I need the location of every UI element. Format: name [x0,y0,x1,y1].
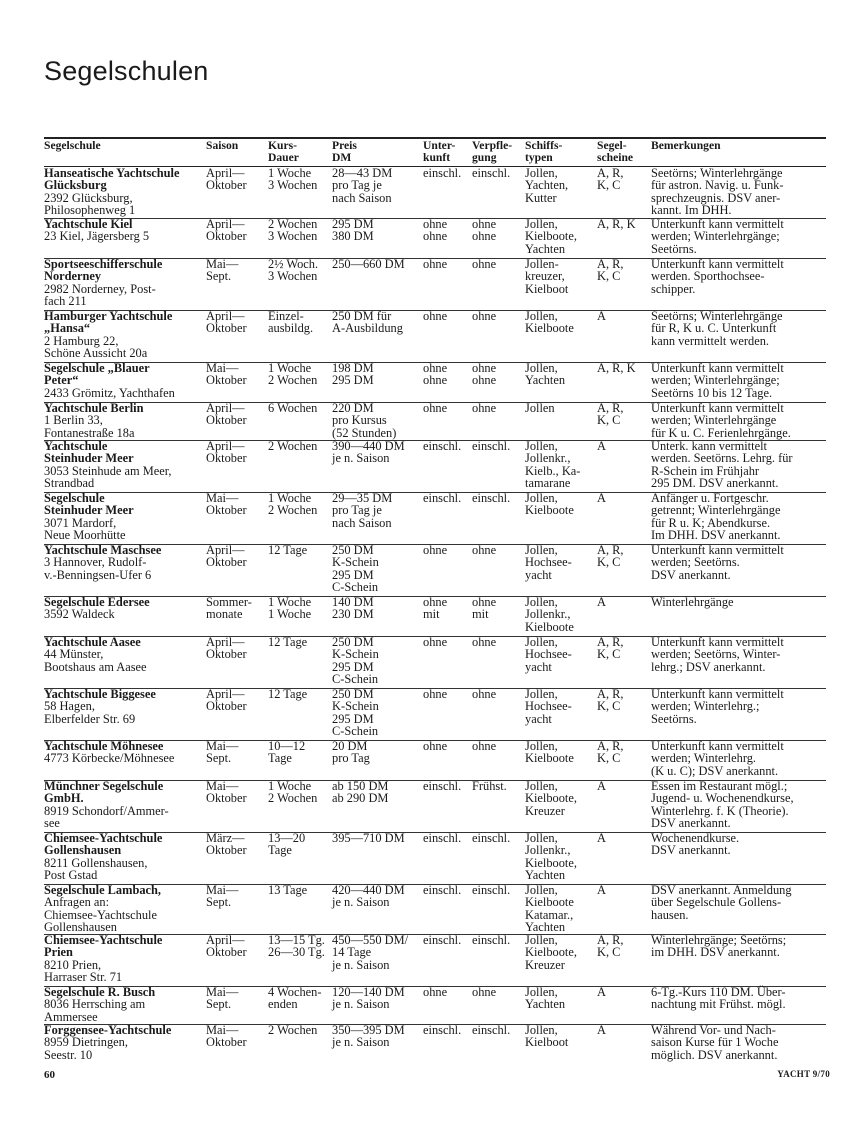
cell-price: 350—395 DM je n. Saison [332,1023,405,1050]
cell-licenses: A, R, K, C [597,933,624,960]
cell-accommodation: ohne [423,687,448,701]
cell-duration: 2 Wochen [268,1023,318,1037]
cell-remarks: Essen im Restaurant mögl.; Jugend- u. Wochenendkurse, Winterlehrg. f. K (Theorie). DSV anerkannt. [651,779,794,830]
cell-food: ohne [472,309,497,323]
cell-accommodation: ohne [423,635,448,649]
cell-remarks: Unterkunft kann vermittelt werden; Winterlehrg.; Seetörns. [651,687,784,726]
cell-accommodation: ohne ohne [423,217,448,244]
cell-price: 198 DM 295 DM [332,361,374,388]
cell-ship-types: Jollen, Kielboote [525,309,574,336]
school-address: 3592 Waldeck [44,607,115,622]
cell-remarks: Wochenendkurse. DSV anerkannt. [651,831,740,858]
school-name: Forggensee-Yachtschule [44,1023,172,1037]
cell-price: 295 DM 380 DM [332,217,374,244]
page-number: 60 [44,1069,55,1081]
cell-season: April— Oktober [206,401,247,428]
cell-licenses: A, R, K [597,361,636,375]
cell-price: ab 150 DM ab 290 DM [332,779,389,806]
cell-ship-types: Jollen, Yachten [525,361,566,388]
cell-remarks: Unterkunft kann vermittelt werden; Winterlehrg. (K u. C); DSV anerkannt. [651,739,784,778]
school-address: 8919 Schondorf/Ammer- see [44,803,169,830]
header-duration: Kurs- Dauer [268,139,299,164]
cell-price: 390—440 DM je n. Saison [332,439,405,466]
cell-food: Frühst. [472,779,507,793]
school-address: 2 Hamburg 22, Schöne Aussicht 20a [44,333,148,360]
school-address: 8036 Herrsching am Ammersee [44,997,146,1024]
cell-school [44,596,204,621]
cell-season: April— Oktober [206,543,247,570]
cell-food: einschl. [472,831,511,845]
cell-accommodation: einschl. [423,491,462,505]
cell-licenses: A [597,831,606,845]
school-name: Hanseatische Yachtschule Glücksburg [44,166,180,193]
school-name: Münchner Segelschule GmbH. [44,779,164,806]
cell-school [44,884,204,933]
cell-food: ohne [472,401,497,415]
cell-food: ohne [472,985,497,999]
header-licenses: Segel- scheine [597,139,634,164]
cell-price: 29—35 DM pro Tag je nach Saison [332,491,393,530]
cell-duration: 12 Tage [268,687,308,701]
cell-accommodation: einschl. [423,779,462,793]
cell-food: ohne ohne [472,361,497,388]
cell-accommodation: ohne [423,257,448,271]
cell-ship-types: Jollen, Kielboote, Yachten [525,217,577,256]
cell-ship-types: Jollen, Jollenkr., Kielboote, Yachten [525,831,577,882]
cell-remarks: DSV anerkannt. Anmeldung über Segelschule Gollens- hausen. [651,883,792,922]
cell-remarks: Unterkunft kann vermittelt werden; Winterlehrgänge für K u. C. Ferienlehrgänge. [651,401,791,440]
school-address: 8211 Gollenshausen, Post Gstad [44,855,148,882]
cell-season: April— Oktober [206,166,247,193]
cell-duration: 4 Wochen- enden [268,985,322,1012]
cell-season: Mai— Sept. [206,739,239,766]
school-name: Yachtschule Kiel [44,217,133,231]
page-title: Segelschulen [44,56,209,86]
cell-licenses: A [597,779,606,793]
cell-season: März— Oktober [206,831,247,858]
cell-school [44,934,204,983]
cell-school [44,440,204,489]
cell-food: ohne [472,635,497,649]
school-name: Yachtschule Möhnesee [44,739,164,753]
school-name: Segelschule „Blauer Peter“ [44,361,150,388]
cell-price: 250 DM für A-Ausbildung [332,309,403,336]
cell-accommodation: ohne [423,985,448,999]
cell-duration: 2 Wochen [268,439,318,453]
cell-season: Sommer- monate [206,595,252,622]
cell-duration: 13 Tage [268,883,308,897]
cell-ship-types: Jollen, Kielboote Katamar., Yachten [525,883,574,934]
cell-food: ohne [472,257,497,271]
header-school: Segelschule [44,139,101,152]
cell-ship-types: Jollen, Jollenkr., Kielboote [525,595,574,634]
header-remarks: Bemerkungen [651,139,721,152]
cell-school [44,218,204,243]
cell-accommodation: einschl. [423,883,462,897]
cell-food: einschl. [472,883,511,897]
cell-accommodation: ohne [423,739,448,753]
school-name: Segelschule Edersee [44,595,150,609]
cell-duration: 2 Wochen 3 Wochen [268,217,318,244]
cell-school [44,362,204,399]
cell-accommodation: einschl. [423,1023,462,1037]
cell-ship-types: Jollen, Kielboot [525,1023,569,1050]
cell-licenses: A [597,439,606,453]
cell-food: ohne [472,543,497,557]
cell-duration: 1 Woche 3 Wochen [268,166,318,193]
cell-season: Mai— Sept. [206,257,239,284]
school-name: Sportseeschifferschule Norderney [44,257,163,284]
cell-ship-types: Jollen, Hochsee- yacht [525,543,572,582]
cell-price: 395—710 DM [332,831,405,845]
header-ship-types: Schiffs- typen [525,139,563,164]
cell-season: April— Oktober [206,309,247,336]
cell-accommodation: einschl. [423,933,462,947]
cell-licenses: A [597,595,606,609]
header-price: Preis DM [332,139,357,164]
cell-remarks: Winterlehrgänge; Seetörns; im DHH. DSV anerkannt. [651,933,787,960]
cell-duration: 1 Woche 2 Wochen [268,779,318,806]
cell-duration: 10—12 Tage [268,739,306,766]
cell-food: einschl. [472,166,511,180]
cell-accommodation: einschl. [423,439,462,453]
school-address: 3071 Mardorf, Neue Moorhütte [44,515,126,542]
cell-school [44,544,204,581]
cell-price: 250 DM K-Schein 295 DM C-Schein [332,543,379,594]
school-address: 3 Hannover, Rudolf- v.-Benningsen-Ufer 6 [44,555,152,582]
cell-school [44,167,204,216]
cell-food: einschl. [472,933,511,947]
cell-ship-types: Jollen, Jollenkr., Kielb., Ka- tamarane [525,439,581,490]
cell-remarks: Unterk. kann vermittelt werden. Seetörns. Lehrg. für R-Schein im Frühjahr 295 DM. DSV anerkannt. [651,439,793,490]
cell-duration: 1 Woche 1 Woche [268,595,312,622]
school-name: Chiemsee-Yachtschule Gollenshausen [44,831,163,858]
cell-ship-types: Jollen, Yachten [525,985,566,1012]
cell-remarks: Seetörns; Winterlehrgänge für astron. Navig. u. Funk- sprechzeugnis. DSV aner- kannt. Im DHH. [651,166,784,217]
cell-duration: 12 Tage [268,635,308,649]
cell-price: 250 DM K-Schein 295 DM C-Schein [332,687,379,738]
cell-school [44,636,204,673]
cell-ship-types: Jollen, Hochsee- yacht [525,687,572,726]
cell-duration: 6 Wochen [268,401,318,415]
cell-remarks: Anfänger u. Fortgeschr. getrennt; Winterlehrgänge für R u. K; Abendkurse. Im DHH. DSV anerkannt. [651,491,781,542]
cell-season: Mai— Sept. [206,985,239,1012]
cell-remarks: Unterkunft kann vermittelt werden. Sporthochsee- schipper. [651,257,784,296]
school-address: 3053 Steinhude am Meer, Strandbad [44,463,172,490]
school-address: 2433 Grömitz, Yachthafen [44,385,175,400]
school-address: 8210 Prien, Harraser Str. 71 [44,957,123,984]
cell-accommodation: ohne ohne [423,361,448,388]
cell-licenses: A [597,1023,606,1037]
cell-school [44,780,204,829]
cell-duration: 12 Tage [268,543,308,557]
school-name: Yachtschule Steinhuder Meer [44,439,134,466]
header-food: Verpfle- gung [472,139,513,164]
cell-remarks: Während Vor- und Nach- saison Kurse für 1 Woche möglich. DSV anerkannt. [651,1023,779,1062]
cell-remarks: Unterkunft kann vermittelt werden; Winterlehrgänge; Seetörns 10 bis 12 Tage. [651,361,784,400]
cell-remarks: Unterkunft kann vermittelt werden; Winterlehrgänge; Seetörns. [651,217,784,256]
cell-price: 28—43 DM pro Tag je nach Saison [332,166,393,205]
school-address: 23 Kiel, Jägersberg 5 [44,229,150,244]
cell-season: April— Oktober [206,687,247,714]
cell-price: 20 DM pro Tag [332,739,370,766]
school-name: Yachtschule Berlin [44,401,144,415]
school-address: 2982 Norderney, Post- fach 211 [44,281,156,308]
cell-licenses: A, R, K, C [597,257,624,284]
cell-season: Mai— Oktober [206,779,247,806]
cell-accommodation: ohne [423,309,448,323]
cell-accommodation: ohne mit [423,595,448,622]
cell-ship-types: Jollen- kreuzer, Kielboot [525,257,569,296]
cell-season: April— Oktober [206,439,247,466]
cell-season: April— Oktober [206,933,247,960]
cell-licenses: A [597,491,606,505]
school-name: Segelschule Steinhuder Meer [44,491,134,518]
cell-ship-types: Jollen, Kielboote, Kreuzer [525,933,577,972]
cell-school [44,740,204,765]
school-name: Yachtschule Aasee [44,635,141,649]
cell-ship-types: Jollen [525,401,555,415]
cell-school [44,688,204,725]
school-address: 4773 Körbecke/Möhnesee [44,751,175,766]
school-name: Yachtschule Maschsee [44,543,162,557]
school-address: 8959 Dietringen, Seestr. 10 [44,1035,128,1062]
cell-licenses: A, R, K, C [597,739,624,766]
cell-food: ohne ohne [472,217,497,244]
cell-remarks: Unterkunft kann vermittelt werden; Seetörns, Winter- lehrg.; DSV anerkannt. [651,635,784,674]
cell-ship-types: Jollen, Kielboote [525,739,574,766]
cell-remarks: Seetörns; Winterlehrgänge für R, K u. C. Unterkunft kann vermittelt werden. [651,309,783,348]
school-address: 2392 Glücksburg, Philosophenweg 1 [44,190,136,217]
school-name: Segelschule Lambach, [44,883,162,897]
cell-accommodation: einschl. [423,831,462,845]
cell-school [44,310,204,359]
school-name: Segelschule R. Busch [44,985,156,999]
cell-season: Mai— Oktober [206,361,247,388]
header-season: Saison [206,139,239,152]
cell-school [44,986,204,1023]
cell-price: 450—550 DM/ 14 Tage je n. Saison [332,933,409,972]
cell-food: einschl. [472,439,511,453]
cell-ship-types: Jollen, Kielboote [525,491,574,518]
cell-duration: 13—20 Tage [268,831,306,858]
cell-licenses: A, R, K, C [597,543,624,570]
cell-licenses: A, R, K, C [597,166,624,193]
cell-food: ohne [472,739,497,753]
cell-season: Mai— Oktober [206,491,247,518]
cell-accommodation: ohne [423,401,448,415]
cell-duration: 2½ Woch. 3 Wochen [268,257,319,284]
school-name: Yachtschule Biggesee [44,687,156,701]
cell-licenses: A, R, K, C [597,687,624,714]
cell-ship-types: Jollen, Hochsee- yacht [525,635,572,674]
cell-duration: 1 Woche 2 Wochen [268,491,318,518]
cell-licenses: A [597,985,606,999]
school-address: 1 Berlin 33, Fontanestraße 18a [44,413,135,440]
cell-accommodation: einschl. [423,166,462,180]
cell-season: Mai— Oktober [206,1023,247,1050]
cell-price: 250 DM K-Schein 295 DM C-Schein [332,635,379,686]
cell-school [44,1024,204,1061]
cell-season: April— Oktober [206,635,247,662]
cell-remarks: Unterkunft kann vermittelt werden; Seetörns. DSV anerkannt. [651,543,784,582]
cell-school [44,402,204,439]
cell-remarks: 6-Tg.-Kurs 110 DM. Über- nachtung mit Frühst. mögl. [651,985,786,1012]
cell-licenses: A, R, K [597,217,636,231]
cell-price: 140 DM 230 DM [332,595,374,622]
cell-ship-types: Jollen, Kielboote, Kreuzer [525,779,577,818]
cell-duration: 13—15 Tg. 26—30 Tg. [268,933,325,960]
cell-school [44,832,204,881]
school-address: 44 Münster, Bootshaus am Aasee [44,647,147,674]
cell-duration: 1 Woche 2 Wochen [268,361,318,388]
school-address: Anfragen an: Chiemsee-Yachtschule Gollenshausen [44,895,157,934]
cell-accommodation: ohne [423,543,448,557]
header-accommodation: Unter- kunft [423,139,456,164]
cell-remarks: Winterlehrgänge [651,595,734,609]
cell-school [44,492,204,541]
cell-duration: Einzel- ausbildg. [268,309,314,336]
table-header [0,140,864,166]
cell-price: 120—140 DM je n. Saison [332,985,405,1012]
cell-food: einschl. [472,1023,511,1037]
cell-ship-types: Jollen, Yachten, Kutter [525,166,569,205]
issue-label: YACHT 9/70 [777,1069,830,1079]
cell-food: ohne mit [472,595,497,622]
cell-season: April— Oktober [206,217,247,244]
cell-price: 250—660 DM [332,257,405,271]
cell-food: ohne [472,687,497,701]
cell-licenses: A [597,309,606,323]
cell-food: einschl. [472,491,511,505]
cell-price: 420—440 DM je n. Saison [332,883,405,910]
cell-season: Mai— Sept. [206,883,239,910]
cell-school [44,258,204,307]
school-address: 58 Hagen, Elberfelder Str. 69 [44,699,136,726]
cell-licenses: A, R, K, C [597,635,624,662]
school-name: Hamburger Yachtschule „Hansa“ [44,309,173,336]
cell-price: 220 DM pro Kursus (52 Stunden) [332,401,397,440]
cell-licenses: A, R, K, C [597,401,624,428]
school-name: Chiemsee-Yachtschule Prien [44,933,163,960]
cell-licenses: A [597,883,606,897]
